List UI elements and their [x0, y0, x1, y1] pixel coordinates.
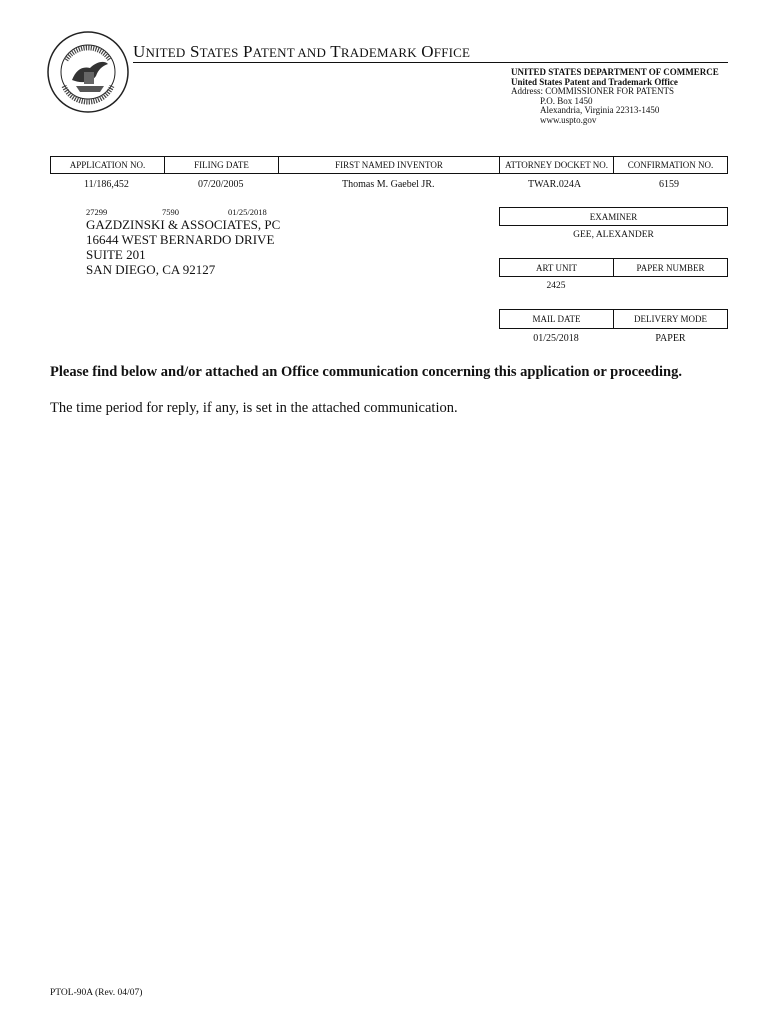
examiner-header: EXAMINER — [499, 207, 728, 226]
value-first-named-inventor: Thomas M. Gaebel JR. — [342, 179, 435, 190]
art-unit-label: ART UNIT — [500, 259, 614, 276]
paper-number-label: PAPER NUMBER — [636, 262, 705, 273]
application-header-table — [50, 156, 728, 174]
dept-line-3: Address: COMMISSIONER FOR PATENTS — [511, 86, 674, 96]
examiner-name: GEE, ALEXANDER — [573, 230, 654, 240]
mailing-header — [499, 309, 728, 329]
dept-line-4: P.O. Box 1450 — [540, 95, 593, 106]
form-number: PTOL-90A (Rev. 04/07) — [50, 988, 143, 998]
delivery-mode-label: DELIVERY MODE — [634, 314, 707, 324]
art-unit-value: 2425 — [546, 281, 566, 291]
dept-line-5: Alexandria, Virginia 22313-1450 — [540, 105, 660, 115]
value-confirmation-no: 6159 — [659, 179, 679, 190]
address-line-1: GAZDZINSKI & ASSOCIATES, PC — [86, 217, 281, 232]
correspondence-code: 7590 — [162, 207, 179, 217]
header-application-no: APPLICATION NO. — [51, 157, 165, 173]
mail-date-label: MAIL DATE — [500, 310, 614, 328]
value-attorney-docket-no: TWAR.024A — [528, 179, 582, 190]
value-application-no: 11/186,452 — [84, 179, 129, 190]
department-address — [511, 68, 719, 125]
header-confirmation-no: CONFIRMATION NO. — [627, 160, 714, 170]
header-attorney-docket-no: ATTORNEY DOCKET NO. — [500, 157, 614, 173]
uspto-seal-icon — [46, 30, 130, 114]
dept-line-6: www.uspto.gov — [540, 114, 597, 125]
reply-period-text: The time period for reply, if any, is set in the attached communication. — [50, 400, 458, 416]
delivery-mode-value: PAPER — [655, 333, 686, 344]
dept-line-1: UNITED STATES DEPARTMENT OF COMMERCE — [511, 67, 719, 77]
address-line-2: 16644 WEST BERNARDO DRIVE — [86, 232, 275, 247]
office-title: UNITED STATES PATENT AND TRADEMARK OFFICE — [133, 42, 471, 61]
dept-line-2: United States Patent and Trademark Office — [511, 76, 678, 87]
value-filing-date: 07/20/2005 — [198, 179, 244, 190]
address-line-3: SUITE 201 — [86, 247, 146, 262]
correspondence-address — [86, 217, 280, 277]
header-rule — [133, 62, 728, 63]
header-filing-date: FILING DATE — [165, 157, 279, 173]
header-first-named-inventor: FIRST NAMED INVENTOR — [279, 157, 500, 173]
address-line-4: SAN DIEGO, CA 92127 — [86, 262, 216, 277]
customer-number: 27299 — [86, 207, 108, 217]
correspondence-date: 01/25/2018 — [228, 207, 267, 217]
art-unit-header — [499, 258, 728, 277]
office-communication-notice: Please find below and/or attached an Office communication concerning this application or proceeding. — [50, 364, 682, 380]
mail-date-value: 01/25/2018 — [533, 333, 579, 344]
